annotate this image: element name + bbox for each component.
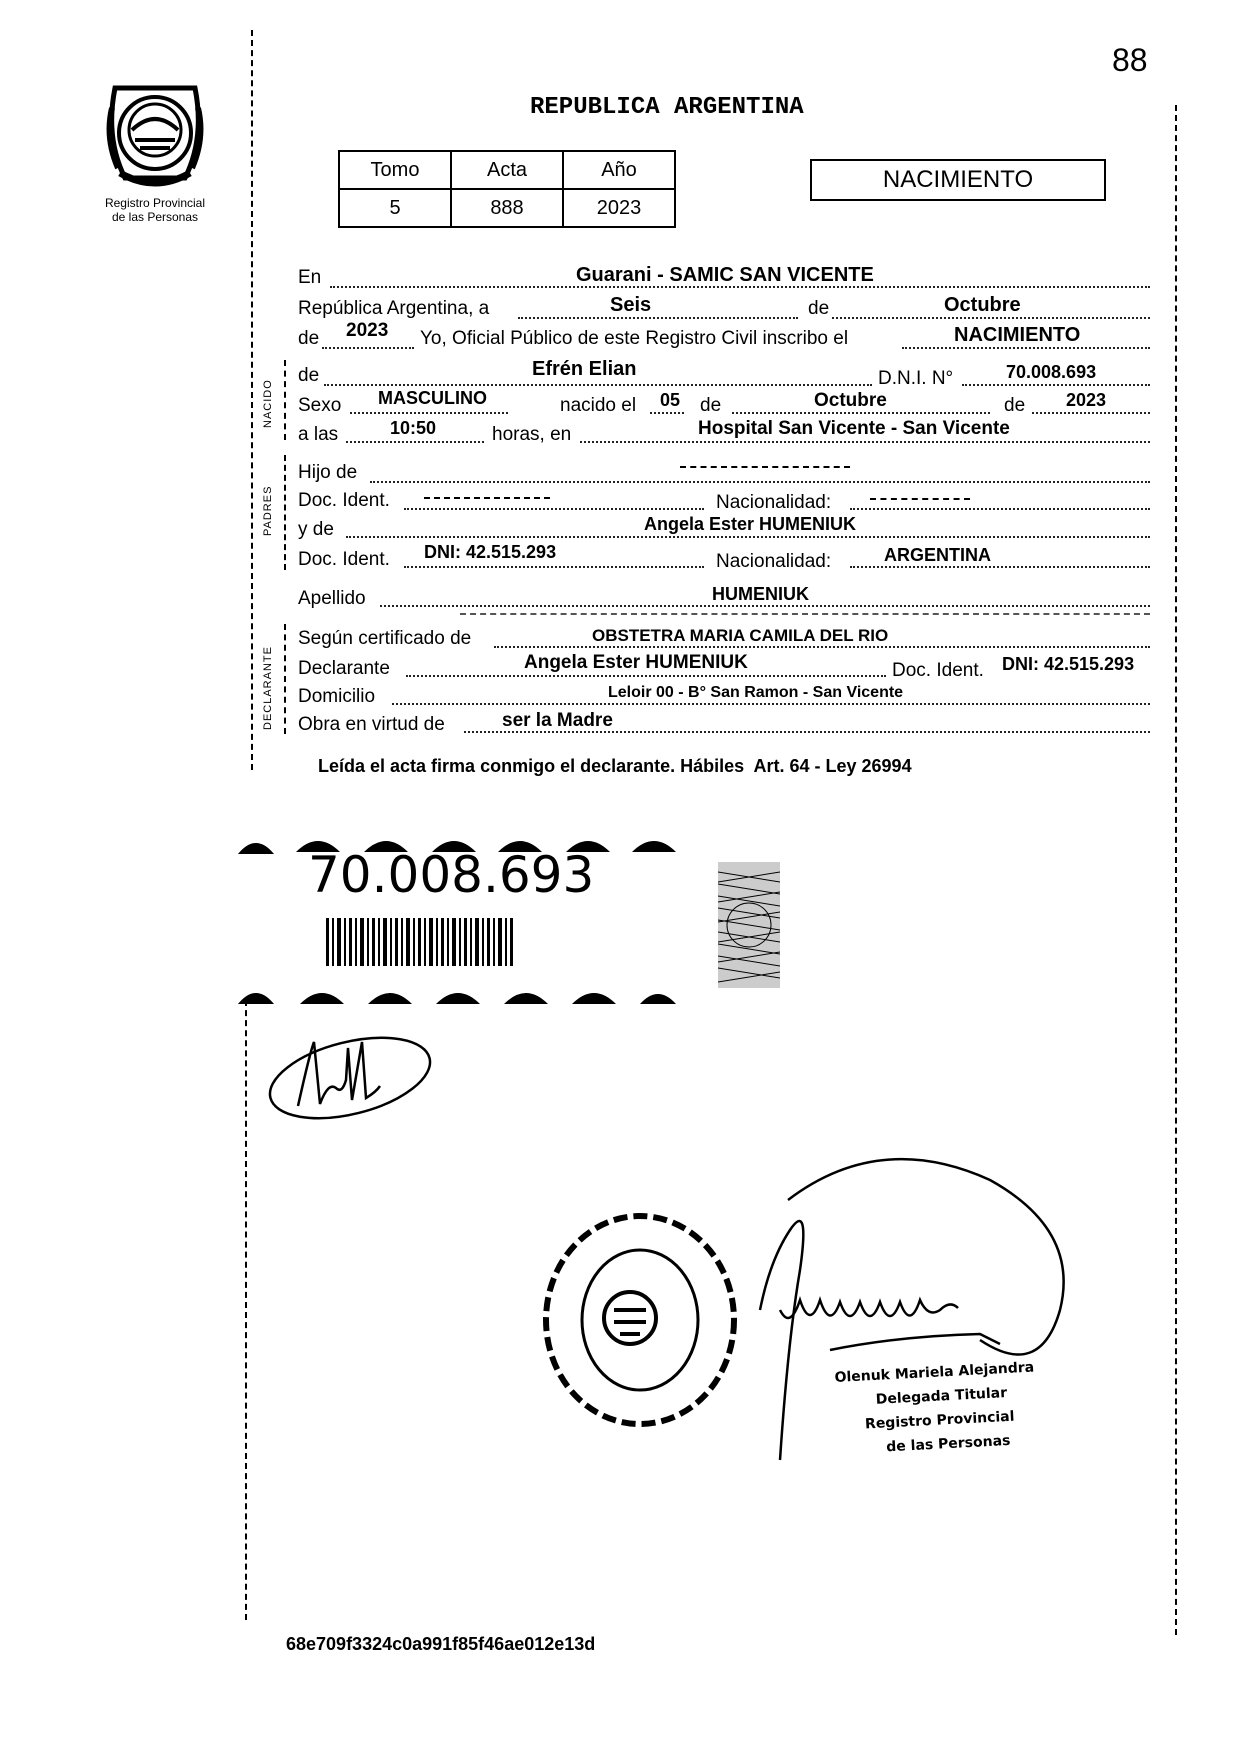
dotted-line [494,646,1150,648]
dotted-line [346,441,484,443]
y-de-label: y de [298,519,334,540]
dotted-line [962,384,1150,386]
mother-nationality: ARGENTINA [884,545,991,565]
official-title: Delegada Titular [875,1384,1008,1408]
mother-doc: DNI: 42.515.293 [424,542,557,562]
registry-line-2: de las Personas [111,210,199,224]
dotted-line [406,675,886,677]
father-nationality-label: Nacionalidad: [716,492,832,513]
birth-day: 05 [660,390,681,410]
dotted-line [324,384,872,386]
apellido-value: HUMENIUK [712,584,809,604]
document-hash: 68e709f3324c0a991f85f46ae012e13d [286,1634,596,1654]
province-logo [100,78,210,188]
security-hologram [718,862,780,988]
dni-label: D.N.I. N° [878,368,954,389]
father-doc-label: Doc. Ident. [298,490,390,511]
right-margin-line [1175,105,1177,1635]
dotted-line [392,703,1150,705]
obra-value: ser la Madre [502,710,613,731]
declarante-section-label: DECLARANTE [262,646,274,730]
declarante-label: Declarante [298,658,390,679]
father-doc-blank [424,497,550,499]
act-event: NACIMIENTO [954,324,1081,346]
child-dni: 70.008.693 [1006,362,1097,382]
act-year: 2023 [346,320,389,341]
barcode-bars [326,918,513,966]
yo-text: Yo, Oficial Público de este Registro Civil inscribo el [420,328,849,349]
province-emblem-icon [100,78,210,188]
birth-month: Octubre [814,390,887,411]
official-registry-line1: Registro Provincial [864,1408,1015,1433]
dotted-line [832,317,1150,319]
act-month: Octubre [944,294,1021,316]
declarante-doc-label: Doc. Ident. [892,660,984,681]
nacido-de-label-2: de [700,395,722,416]
horas-label: horas, en [492,424,572,445]
padres-section-label: PADRES [262,485,274,536]
dotted-line [370,481,1150,483]
document-type: NACIMIENTO [882,166,1034,193]
birth-time: 10:50 [390,418,437,438]
certificado-label: Según certificado de [298,628,472,649]
nacido-de-label: de [298,365,320,386]
act-de-label: de [808,298,830,319]
nacido-de-label-3: de [1004,395,1026,416]
official-name: Olenuk Mariela Alejandra [834,1359,1035,1386]
left-margin-line [251,30,253,770]
record-val-acta: 888 [451,189,563,227]
nacido-bracket [284,360,286,440]
domicilio-label: Domicilio [298,686,376,707]
dotted-line [404,508,704,510]
dotted-line [1032,412,1150,414]
dotted-line [350,412,508,414]
page-number: 88 [1112,42,1148,78]
act-place: Guarani - SAMIC SAN VICENTE [576,264,874,286]
barcode-block [236,822,686,1008]
birth-hospital: Hospital San Vicente - San Vicente [698,418,1010,439]
record-val-ano: 2023 [563,189,675,227]
dotted-line [732,412,990,414]
en-label: En [298,267,322,288]
hijo-de-label: Hijo de [298,462,358,483]
padres-bracket [284,455,286,570]
declarante-doc: DNI: 42.515.293 [1002,654,1135,674]
father-name-blank [680,466,850,468]
declarant-signature-icon [258,1022,438,1130]
dotted-line [404,566,704,568]
domicilio-value: Leloir 00 - B° San Ramon - San Vicente [608,684,904,701]
record-val-tomo: 5 [339,189,451,227]
act-day: Seis [610,294,652,316]
dotted-line [902,347,1150,349]
mother-name: Angela Ester HUMENIUK [644,514,857,534]
dotted-line [850,566,1150,568]
official-stamp-text [834,1356,1038,1462]
barcode-number: 70.008.693 [308,846,595,904]
record-value-row [339,189,675,227]
declarante-bracket [284,624,286,734]
act-de-label-2: de [298,328,320,349]
closing-text: Leída el acta firma conmigo el declarante. Hábiles Art. 64 - Ley 26994 [318,756,912,776]
apellido-label: Apellido [298,588,366,609]
hologram-pattern-icon [718,862,780,988]
dotted-line [346,536,1150,538]
nacido-el-label: nacido el [560,395,637,416]
nacido-section-label: NACIDO [262,379,274,428]
declarant-signature [258,1022,438,1130]
a-las-label: a las [298,424,339,445]
certificado-value: OBSTETRA MARIA CAMILA DEL RIO [592,626,889,645]
registry-name [80,196,230,224]
republica-label: República Argentina, a [298,298,490,319]
mother-doc-label: Doc. Ident. [298,549,390,570]
father-nationality-blank [870,498,970,500]
dotted-line [518,317,798,319]
registry-line-1: Registro Provincial [104,196,206,210]
dotted-line [380,605,1150,607]
dotted-line [322,347,414,349]
record-col-acta: Acta [451,151,563,189]
sexo-label: Sexo [298,395,342,416]
child-name: Efrén Elian [532,358,637,380]
document-type-box [810,159,1106,201]
declarante-name: Angela Ester HUMENIUK [524,652,748,673]
dotted-line [580,441,1150,443]
dotted-line [850,508,1150,510]
left-margin-line-lower [245,1000,247,1620]
record-col-ano: Año [563,151,675,189]
record-col-tomo: Tomo [339,151,451,189]
dotted-line [650,412,684,414]
page-title: REPUBLICA ARGENTINA [530,94,804,121]
obra-label: Obra en virtud de [298,714,445,735]
separator-dash-line [460,613,1150,615]
record-table [338,150,676,228]
record-header-row [339,151,675,189]
birth-year: 2023 [1066,390,1107,410]
mother-nationality-label: Nacionalidad: [716,551,832,572]
official-registry-line2: de las Personas [885,1432,1011,1456]
child-sex: MASCULINO [378,388,487,408]
